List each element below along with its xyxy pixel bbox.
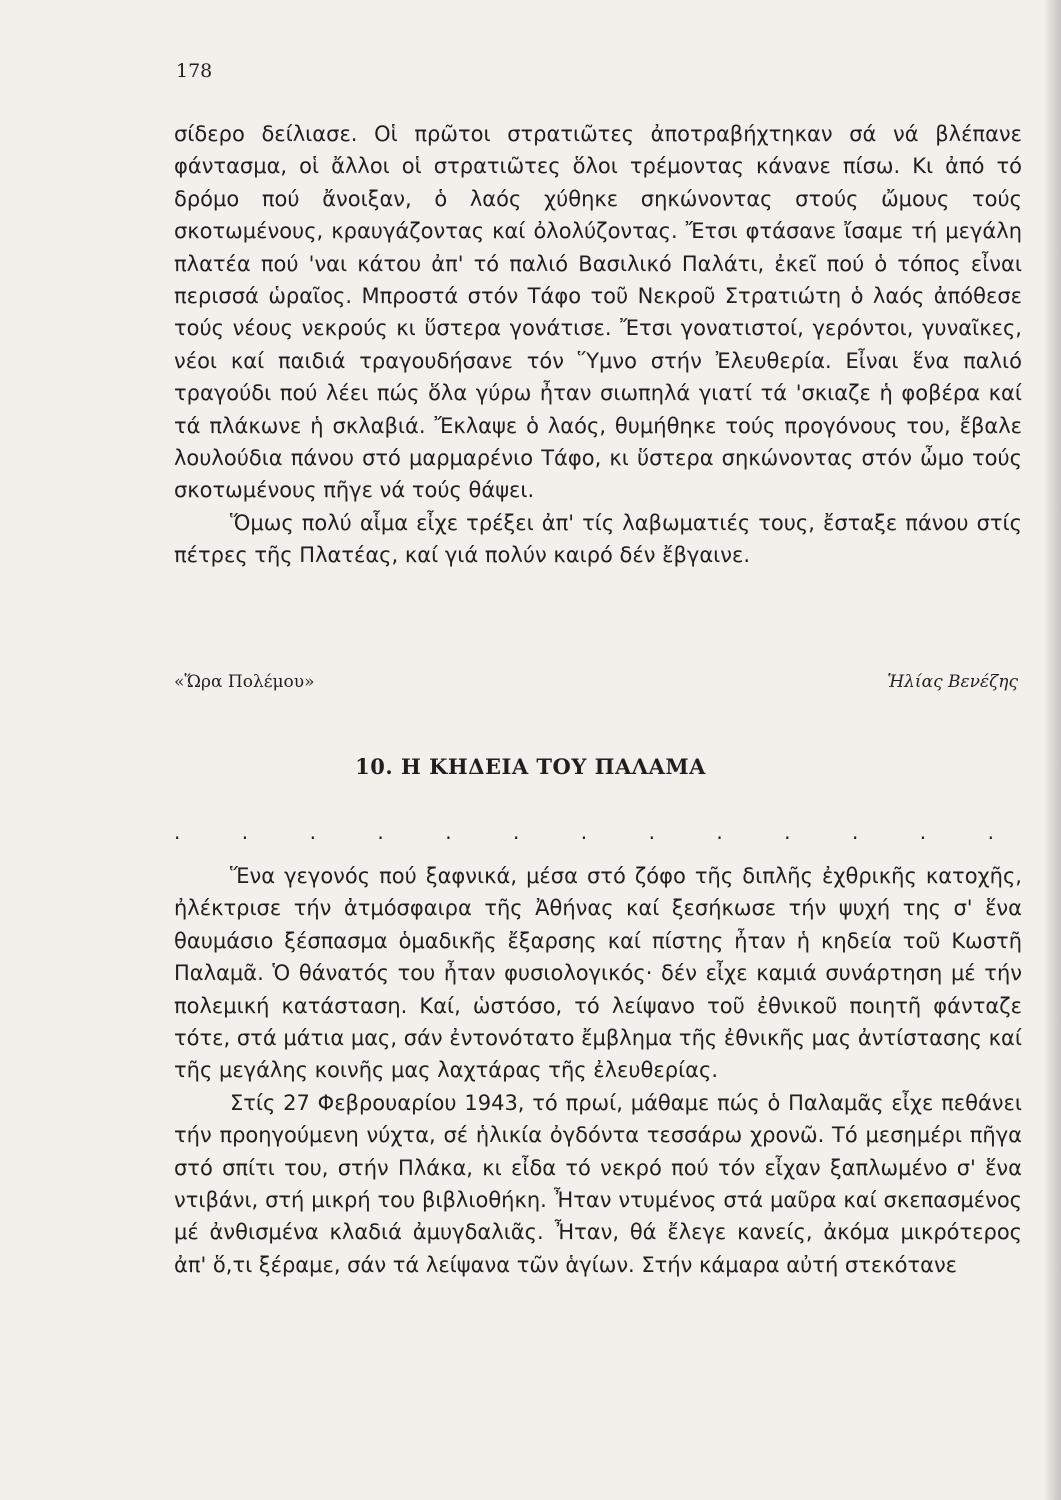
- bottom-text-block: [174, 860, 1022, 1281]
- source-publication: «Ὥρα Πολέμου»: [174, 672, 315, 692]
- dot: .: [309, 820, 316, 844]
- dot: .: [377, 820, 384, 844]
- dot: .: [784, 820, 791, 844]
- section-title: Η ΚΗΔΕΙΑ ΤΟΥ ΠΑΛΑΜΑ: [400, 754, 706, 779]
- section-heading: [0, 754, 1061, 779]
- dot: .: [445, 820, 452, 844]
- dot: .: [512, 820, 520, 844]
- paragraph-blood: Ὅμως πολύ αἷμα εἶχε τρέξει ἀπ' τίς λαβωματιές τους, ἔσταξε πάνου στίς πέτρες τῆς Πλατέας, καί γιά πολύν καιρό δέν ἔβγαινε.: [174, 510, 1022, 568]
- source-author: Ἡλίας Βενέζης: [887, 672, 1018, 692]
- dot: .: [851, 820, 859, 844]
- dot: .: [241, 820, 249, 844]
- dot: .: [987, 820, 994, 844]
- ellipsis-row: [174, 820, 994, 844]
- dot: .: [648, 820, 655, 844]
- quote-source: [174, 672, 1022, 692]
- page-edge-shadow: [1043, 0, 1061, 1500]
- page-number: 178: [176, 60, 213, 82]
- paragraph-event: Ἕνα γεγονός πού ξαφνικά, μέσα στό ζόφο τῆς διπλῆς ἐχθρικῆς κατοχῆς, ἠλέκτρισε τήν ἀτμόσφαιρα τῆς Ἀθήνας καί ξεσήκωσε τήν ψυχή της σ' ἕνα θαυμάσιο ξέσπασμα ὁμαδικῆς ἔξαρσης καί πίστης ἦταν ἡ κηδεία τοῦ Κωστῆ Παλαμᾶ. Ὁ θάνατός του ἦταν φυσιολογικός· δέν εἶχε καμιά συνάρτηση μέ τήν πολεμική κατάσταση. Καί, ὡστόσο, τό λείψανο τοῦ ἐθνικοῦ ποιητῆ φάνταζε τότε, στά μάτια μας, σάν ἐντονότατο ἔμβλημα τῆς ἐθνικῆς μας ἀντίστασης καί τῆς μεγάλης κοινῆς μας λαχτάρας τῆς ἐλευθερίας.: [174, 864, 1022, 1083]
- paragraph-continued: σίδερο δείλιασε. Οἱ πρῶτοι στρατιῶτες ἀποτραβήχτηκαν σά νά βλέπανε φάντασμα, οἱ ἄλλοι οἱ στρατιῶτες ὅλοι τρέμοντας κάνανε πίσω. Κι ἀπό τό δρόμο πού ἄνοιξαν, ὁ λαός χύθηκε σηκώνοντας στούς ὤμους τούς σκοτωμένους, κραυγάζοντας καί ὀλολύζοντας. Ἔτσι φτάσανε ἴσαμε τή μεγάλη πλατέα πού 'ναι κάτου ἀπ' τό παλιό Βασιλικό Παλάτι, ἐκεῖ πού ὁ τόπος εἶναι περισσά ὡραῖος. Μπροστά στόν Τάφο τοῦ Νεκροῦ Στρατιώτη ὁ λαός ἀπόθεσε τούς νέους νεκρούς κι ὕστερα γονάτισε. Ἔτσι γονατιστοί, γερόντοι, γυναῖκες, νέοι καί παιδιά τραγουδήσανε τόν Ὕμνο στήν Ἐλευθερία. Εἶναι ἕνα παλιό τραγούδι πού λέει πώς ὅλα γύρω ἦταν σιωπηλά γιατί τά 'σκιαζε ἡ φοβέρα καί τά πλάκωνε ἡ σκλαβιά. Ἔκλαψε ὁ λαός, θυμήθηκε τούς προγόνους του, ἔβαλε λουλούδια πάνου στό μαρμαρένιο Τάφο, κι ὕστερα σηκώνοντας στόν ὦμο τούς σκοτωμένους πῆγε νά τούς θάψει.: [174, 122, 1022, 503]
- paragraph-date: Στίς 27 Φεβρουαρίου 1943, τό πρωί, μάθαμε πώς ὁ Παλαμᾶς εἶχε πεθάνει τήν προηγούμενη νύχτα, σέ ἡλικία ὀγδόντα τεσσάρω χρονῶ. Τό μεσημέρι πῆγα στό σπίτι του, στήν Πλάκα, κι εἶδα τό νεκρό πού τόν εἶχαν ξαπλωμένο σ' ἕνα ντιβάνι, στή μικρή του βιβλιοθήκη. Ἦταν ντυμένος στά μαῦρα καί σκεπασμένος μέ ἀνθισμένα κλαδιά ἀμυγδαλιᾶς. Ἦταν, θά ἔλεγε κανείς, ἀκόμα μικρότερος ἀπ' ὅ,τι ξέραμε, σάν τά λείψανα τῶν ἁγίων. Στήν κάμαρα αὐτή στεκότανε: [174, 1090, 1022, 1277]
- top-text-block: [174, 118, 1022, 572]
- dot: .: [580, 820, 588, 844]
- dot: .: [919, 820, 927, 844]
- dot: .: [716, 820, 723, 844]
- section-number: 10.: [355, 754, 394, 779]
- dot: .: [174, 820, 181, 844]
